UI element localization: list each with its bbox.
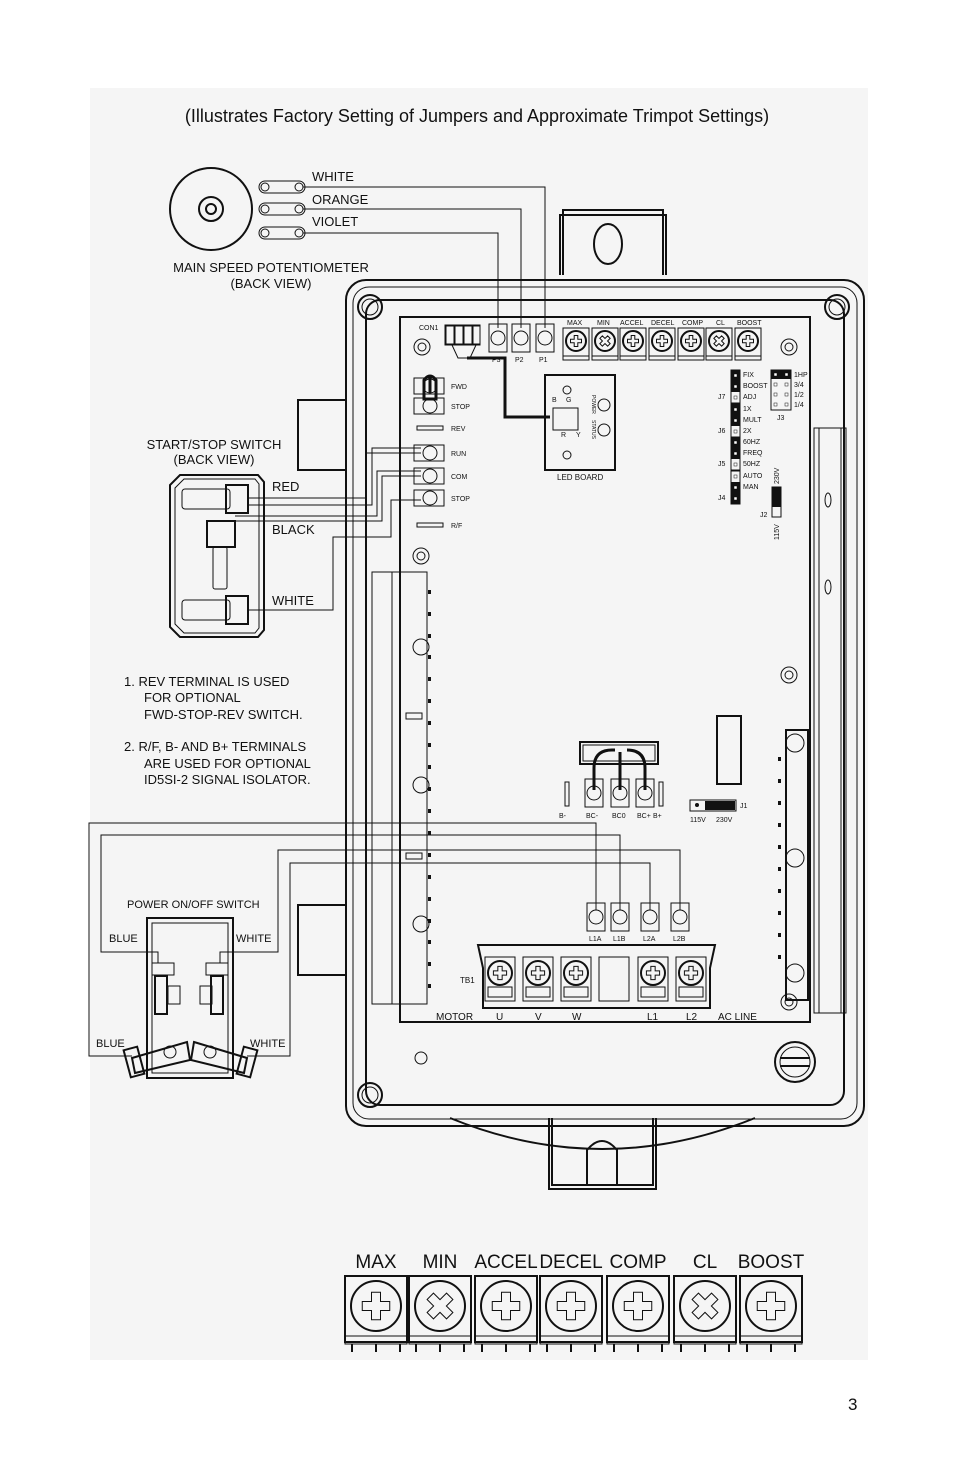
- jumper-j6: [718, 404, 762, 437]
- trimpot-legend: [345, 1252, 805, 1352]
- tb1-empty-slot: [599, 957, 629, 1001]
- pot-label-p1: P1: [539, 357, 548, 364]
- j3-option-label: 1HP: [794, 372, 808, 379]
- trimpot-screw-icon: [681, 331, 701, 351]
- board-trimpot-boost: [735, 320, 762, 360]
- board-trimpot-accel: [620, 320, 646, 360]
- startstop-caption-2: (BACK VIEW): [173, 452, 255, 467]
- terminal-bminus: [559, 782, 569, 820]
- legend-trimpot-cl: [674, 1252, 736, 1352]
- legend-trimpot-decel: [539, 1252, 602, 1352]
- legend-trimpot-screw-icon: [746, 1281, 796, 1331]
- jumper-j3: [771, 370, 808, 422]
- terminal-label: RUN: [451, 451, 467, 458]
- jumper-j5: [718, 437, 763, 470]
- start-stop-switch: [147, 437, 315, 637]
- board-trimpot-label: MIN: [597, 320, 610, 327]
- terminal-run: [414, 445, 466, 461]
- power-bottom-right-label: WHITE: [250, 1038, 286, 1050]
- jumper-option-label: 2X: [743, 428, 752, 435]
- terminal-label: BC-: [586, 813, 599, 820]
- terminal-label: L1A: [589, 936, 602, 943]
- terminal-label: COM: [451, 474, 468, 481]
- led-letter-b: B: [552, 397, 557, 404]
- trimpot-screw-icon: [709, 331, 729, 351]
- board-trimpot-label: BOOST: [737, 320, 762, 327]
- jumper-option-label: ADJ: [743, 394, 757, 401]
- enclosure: [298, 210, 864, 1189]
- legend-trimpot-accel: [474, 1252, 537, 1352]
- legend-trimpot-label: DECEL: [539, 1252, 603, 1273]
- jumper-name-label: J6: [718, 428, 726, 435]
- notes: [124, 674, 311, 787]
- jumper-name-label: J7: [718, 394, 726, 401]
- trimpot-screw-icon: [652, 331, 672, 351]
- terminal-label: L2B: [673, 936, 686, 943]
- terminal-com: [414, 468, 468, 484]
- note-1-line-2: FOR OPTIONAL: [144, 690, 241, 705]
- jumper-option-label: AUTO: [743, 473, 763, 480]
- tb-label-w: W: [572, 1012, 582, 1023]
- pot-wire-orange: ORANGE: [312, 192, 369, 207]
- page-title: (Illustrates Factory Setting of Jumpers and Approximate Trimpot Settings): [184, 106, 770, 126]
- corner-screw-icon: [775, 1042, 815, 1082]
- board-trimpot-label: COMP: [682, 320, 703, 327]
- board-trimpot-label: MAX: [567, 320, 583, 327]
- jumper-j7: [718, 370, 768, 403]
- power-on-off-switch: [96, 899, 285, 1078]
- jumper-name-label: J4: [718, 495, 726, 502]
- terminal-label: BC+: [637, 813, 651, 820]
- terminal-label: L2A: [643, 936, 656, 943]
- legend-trimpot-label: MIN: [422, 1252, 458, 1273]
- terminal-label: B+: [653, 813, 662, 820]
- pot-terminal-p2: [512, 324, 530, 364]
- tb1-screw-icon: [526, 961, 550, 985]
- board-trimpot-label: DECEL: [651, 320, 675, 327]
- terminal-label: STOP: [451, 496, 470, 503]
- led-ribbon-wire: [467, 358, 550, 417]
- board-trimpot-decel: [649, 320, 675, 360]
- trimpot-screw-icon: [595, 331, 615, 351]
- trimpot-screw-icon: [738, 331, 758, 351]
- startstop-wire-red: RED: [272, 479, 300, 494]
- led-board: [545, 375, 615, 482]
- jumper-option-label: 50HZ: [743, 461, 761, 468]
- board-trimpot-label: CL: [716, 320, 725, 327]
- jumper-option-label: MULT: [743, 417, 762, 424]
- terminal-rev: [417, 426, 466, 433]
- board-trimpot-cl: [706, 320, 732, 360]
- led-letter-y: Y: [576, 432, 581, 439]
- legend-trimpot-min: [409, 1252, 471, 1352]
- tb-label-ac-line: AC LINE: [718, 1012, 757, 1023]
- terminal-fwd: [414, 378, 467, 394]
- trimpot-screw-icon: [623, 331, 643, 351]
- j3-option-label: 1/2: [794, 392, 804, 399]
- jumper-option-label: MAN: [743, 484, 759, 491]
- terminal-rf: [417, 523, 462, 530]
- terminal-label: B-: [559, 813, 566, 820]
- jumper-option-label: 1X: [743, 406, 752, 413]
- j1-label: J1: [740, 803, 748, 810]
- corner-screw-icon: [358, 1083, 382, 1107]
- note-2-line-2: ARE USED FOR OPTIONAL: [144, 756, 311, 771]
- pot-wires: [303, 187, 545, 328]
- tb-label-motor: MOTOR: [436, 1012, 474, 1023]
- legend-trimpot-label: BOOST: [737, 1252, 805, 1273]
- note-2-line-1: 2. R/F, B- AND B+ TERMINALS: [124, 739, 307, 754]
- jumper-option-label: FIX: [743, 372, 754, 379]
- tb-label-l1: L1: [647, 1012, 659, 1023]
- terminal-stop: [414, 398, 470, 414]
- j2-top-label: 230V: [774, 467, 781, 484]
- startstop-wire-black: BLACK: [272, 522, 315, 537]
- legend-trimpot-max: [345, 1252, 407, 1352]
- jumper-j2: [760, 467, 781, 540]
- page-number: 3: [848, 1395, 858, 1414]
- board-trimpot-min: [592, 320, 618, 360]
- board-trimpot-comp: [678, 320, 704, 360]
- terminal-stop: [414, 490, 470, 506]
- jumper-option-label: 60HZ: [743, 439, 761, 446]
- jumper-option-label: BOOST: [743, 383, 768, 390]
- con1-label: CON1: [419, 325, 439, 332]
- trimpot-screw-icon: [566, 331, 586, 351]
- tb1-screw-terminal: [638, 957, 668, 1001]
- bc-terminal-block: [559, 742, 663, 820]
- j3-option-label: 1/4: [794, 402, 804, 409]
- tb-label-l2: L2: [686, 1012, 698, 1023]
- terminal-label: L1B: [613, 936, 626, 943]
- pot-wire-violet: VIOLET: [312, 214, 359, 229]
- j3-option-label: 3/4: [794, 382, 804, 389]
- tb1-screw-terminal: [561, 957, 591, 1001]
- legend-trimpot-screw-icon: [481, 1281, 531, 1331]
- led-letter-g: G: [566, 397, 572, 404]
- legend-trimpot-label: CL: [692, 1252, 718, 1273]
- led-letter-r: R: [561, 432, 567, 439]
- board-trimpot-max: [563, 320, 589, 360]
- jumper-name-label: J5: [718, 461, 726, 468]
- tb1-screw-terminal: [485, 957, 515, 1001]
- legend-trimpot-screw-icon: [415, 1281, 465, 1331]
- terminal-label: FWD: [451, 384, 467, 391]
- legend-trimpot-screw-icon: [680, 1281, 730, 1331]
- legend-trimpot-label: COMP: [609, 1252, 667, 1273]
- tb-label-u: U: [496, 1012, 504, 1023]
- corner-screw-icon: [825, 295, 849, 319]
- tb1-screw-terminal: [523, 957, 553, 1001]
- jumper-j4: [718, 471, 763, 504]
- jumper-option-label: FREQ: [743, 450, 763, 457]
- pot-caption-1: MAIN SPEED POTENTIOMETER: [173, 260, 369, 275]
- terminal-label: STOP: [451, 404, 470, 411]
- power-top-left-label: BLUE: [109, 933, 138, 945]
- pot-terminal-p1: [536, 324, 554, 364]
- startstop-wires: [235, 448, 421, 610]
- power-bottom-left-label: BLUE: [96, 1038, 125, 1050]
- terminal-label: REV: [451, 426, 466, 433]
- tb1-screw-terminal: [676, 957, 706, 1001]
- legend-trimpot-label: MAX: [355, 1252, 397, 1273]
- tb-label-v: V: [535, 1012, 542, 1023]
- startstop-wire-white: WHITE: [272, 593, 314, 608]
- legend-trimpot-comp: [607, 1252, 669, 1352]
- tb1-terminal-block: [436, 945, 757, 1023]
- pot-label-p2: P2: [515, 357, 524, 364]
- tb1-screw-icon: [679, 961, 703, 985]
- terminal-label: R/F: [451, 523, 463, 530]
- power-top-right-label: WHITE: [236, 933, 272, 945]
- legend-trimpot-screw-icon: [546, 1281, 596, 1331]
- tb1-label: TB1: [460, 976, 475, 985]
- legend-trimpot-screw-icon: [351, 1281, 401, 1331]
- tb1-screw-icon: [641, 961, 665, 985]
- startstop-caption-1: START/STOP SWITCH: [146, 437, 282, 452]
- j3-label: J3: [777, 415, 785, 422]
- pot-wire-white: WHITE: [312, 169, 354, 184]
- j1-left-label: 115V: [690, 817, 706, 824]
- led-board-label: LED BOARD: [557, 473, 604, 482]
- pot-label-p3: P3: [492, 357, 501, 364]
- note-1-line-3: FWD-STOP-REV SWITCH.: [144, 707, 303, 722]
- led-status-label: STATUS: [590, 420, 596, 439]
- note-2-line-3: ID5SI-2 SIGNAL ISOLATOR.: [144, 772, 311, 787]
- jumper-j1: [690, 800, 748, 824]
- j2-label: J2: [760, 512, 768, 519]
- j1-right-label: 230V: [716, 817, 733, 824]
- pot-caption-2: (BACK VIEW): [230, 276, 312, 291]
- legend-trimpot-label: ACCEL: [474, 1252, 538, 1273]
- board-trimpot-label: ACCEL: [620, 320, 644, 327]
- legend-trimpot-screw-icon: [613, 1281, 663, 1331]
- tb1-screw-icon: [564, 961, 588, 985]
- power-switch-caption: POWER ON/OFF SWITCH: [127, 899, 260, 911]
- terminal-label: BC0: [612, 813, 626, 820]
- j2-bottom-label: 115V: [774, 524, 781, 540]
- led-power-label: POWER: [590, 395, 596, 414]
- note-1-line-1: 1. REV TERMINAL IS USED: [124, 674, 290, 689]
- corner-screw-icon: [358, 295, 382, 319]
- tb1-screw-icon: [488, 961, 512, 985]
- main-speed-potentiometer: [170, 168, 369, 291]
- legend-trimpot-boost: [738, 1252, 805, 1352]
